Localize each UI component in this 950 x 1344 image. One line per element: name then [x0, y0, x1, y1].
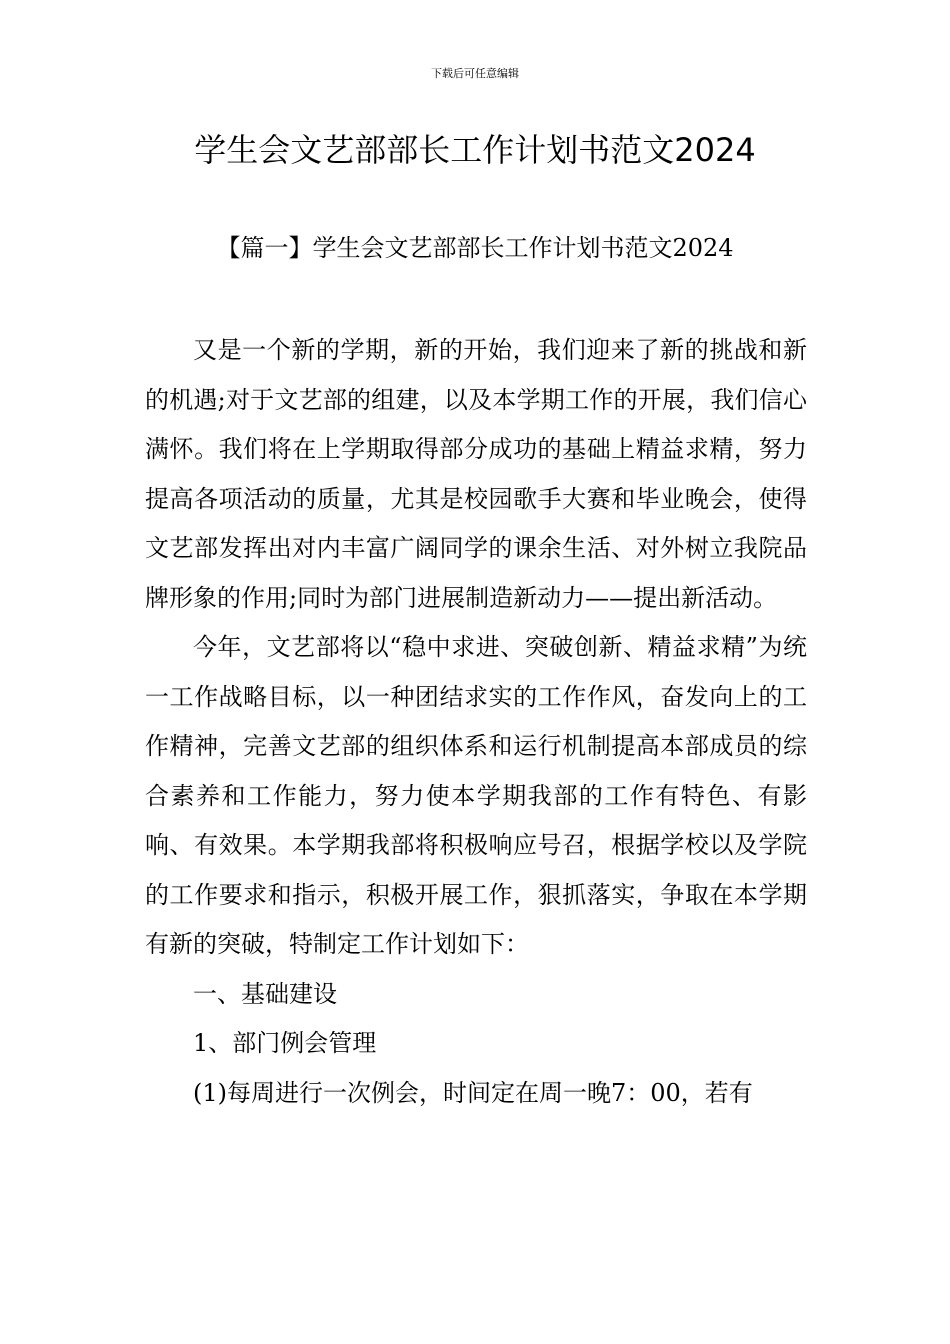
body-paragraph: 又是一个新的学期，新的开始，我们迎来了新的挑战和新的机遇;对于文艺部的组建，以及本学期工作的开展，我们信心满怀。我们将在上学期取得部分成功的基础上精益求精，努力提高各项活动的质量，尤其是校园歌手大赛和毕业晚会，使得文艺部发挥出对内丰富广阔同学的课余生活、对外树立我院品牌形象的作用;同时为部门进展制造新动力——提出新活动。 — [145, 336, 807, 612]
section-heading: 【篇一】学生会文艺部部长工作计划书范文2024 — [216, 234, 734, 262]
document-title: 学生会文艺部部长工作计划书范文2024 — [194, 131, 756, 169]
subheading-meeting-management: 1、部门例会管理 — [193, 1029, 377, 1057]
document-body — [145, 326, 807, 1118]
header-note: 下载后可任意编辑 — [431, 67, 519, 80]
subheading-basic-construction: 一、基础建设 — [193, 979, 337, 1008]
body-paragraph: 今年，文艺部将以“稳中求进、突破创新、精益求精”为统一工作战略目标，以一种团结求实的工作作风，奋发向上的工作精神，完善文艺部的组织体系和运行机制提高本部成员的综合素养和工作能力，努力使本学期我部的工作有特色、有影响、有效果。本学期我部将积极响应号召，根据学校以及学院的工作要求和指示，积极开展工作，狠抓落实，争取在本学期有新的突破，特制定工作计划如下： — [145, 633, 807, 958]
body-paragraph: (1)每周进行一次例会，时间定在周一晚7：00，若有 — [193, 1078, 753, 1107]
